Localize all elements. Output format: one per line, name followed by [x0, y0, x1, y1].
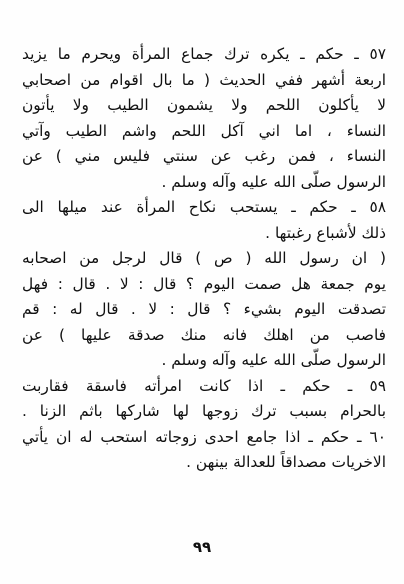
text-line: ( ان رسول الله ( ص ) قال لرجل من اصحابه	[22, 249, 386, 267]
text-line: النساء ، فمن رغب عن سنتي فليس مني ) عن	[22, 147, 386, 165]
text-line: ٥٩ ـ حكم ـ اذا كانت امرأته فاسقة فقاربت	[22, 376, 386, 395]
text-line: فاصب من اهلك فانه منك صدقة عليها ) عن	[22, 325, 386, 344]
text-line: الاخريات مصداقاً للعدالة بينهن .	[186, 453, 386, 471]
text-line: بالحرام بسبب ترك زوجها لها شاركها باثم الزنا .	[22, 402, 386, 420]
text-line: لا يأكلون اللحم ولا يشمون الطيب ولا يأتون	[22, 96, 386, 114]
text-line: النساء ، اما اني آكل اللحم واشم الطيب وآتي	[22, 121, 386, 140]
text-line: اربعة أشهر ففي الحديث ( ما بال اقوام من اصحابي	[22, 70, 386, 89]
text-line: ٥٧ ـ حكم ـ يكره ترك جماع المرأة ويحرم ما يزيد	[22, 45, 386, 63]
text-line: الرسول صلّى الله عليه وآله وسلم .	[161, 351, 386, 369]
text-line: الرسول صلّى الله عليه وآله وسلم .	[161, 172, 386, 191]
text-line: تصدقت اليوم بشيء ؟ قال : لا . قال له : قم	[22, 300, 386, 318]
text-line: يوم جمعة هل صمت اليوم ؟ قال : لا . قال : فهل	[22, 274, 386, 293]
text-line: ذلك لأشباع رغبتها .	[265, 223, 386, 242]
body-text	[22, 42, 386, 476]
text-line: ٦٠ ـ حكم ـ اذا جامع احدى زوجاته استحب له ان يأتي	[22, 427, 386, 446]
text-line: ٥٨ ـ حكم ـ يستحب نكاح المرأة عند ميلها الى	[22, 198, 386, 216]
page-number: ٩٩	[192, 538, 212, 556]
